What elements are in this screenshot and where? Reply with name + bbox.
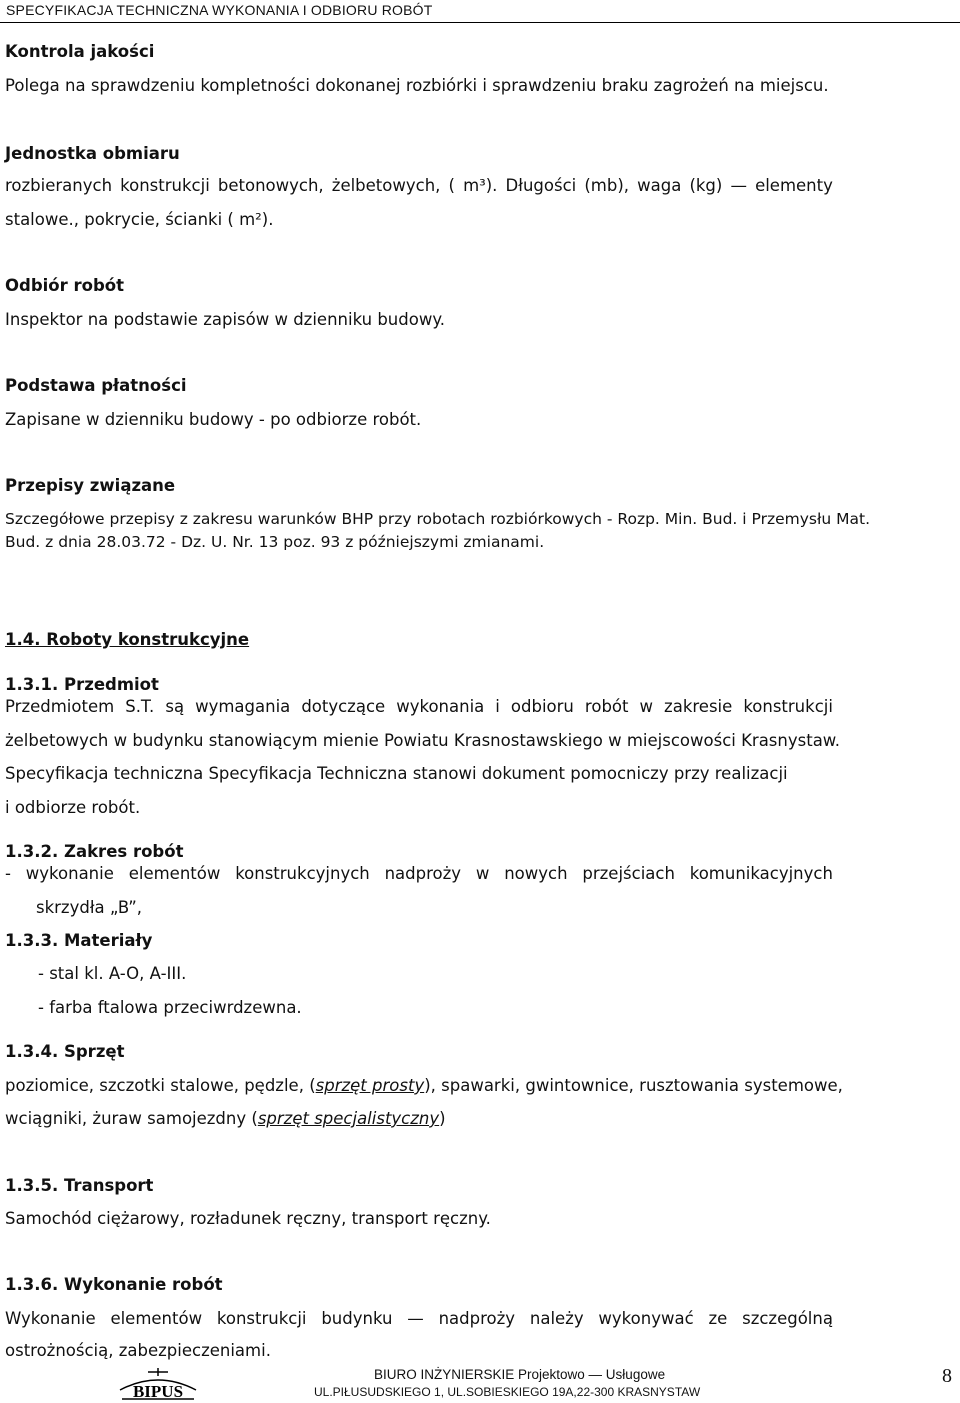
bipus-logo [118,1366,198,1400]
unit-word: konstrukcji [120,176,210,195]
unit-word: (mb), [584,176,630,195]
scope-word: przejściach [582,864,675,883]
materials-item-2: - farba ftalowa przeciwrdzewna. [38,998,302,1017]
subject-word: Przedmiotem [5,697,115,716]
regulations-line-2: Bud. z dnia 28.03.72 - Dz. U. Nr. 13 poz. 93 z późniejszymi zmianami. [5,533,545,551]
equipment-text: ), spawarki, gwintownice, rusztowania systemowe, [424,1076,843,1095]
execution-word: budynku [321,1309,393,1328]
logo-text: BIPUS [132,1382,184,1400]
quality-heading: Kontrola jakości [5,42,155,61]
page-header [0,0,960,23]
unit-word: m³). [463,176,498,195]
unit-word: elementy [755,176,833,195]
footer-address: UL.PIŁUSUDSKIEGO 1, UL.SOBIESKIEGO 19A,22-300 KRASNYSTAW [314,1385,701,1399]
section-heading: 1.4. Roboty konstrukcyjne [5,630,250,649]
unit-word: rozbieranych [5,176,113,195]
subject-line-4: i odbiorze robót. [5,798,141,817]
equipment-line-1 [5,1076,843,1095]
unit-line-2: stalowe., pokrycie, ścianki ( m²). [5,210,274,229]
acceptance-text: Inspektor na podstawie zapisów w dzienniku budowy. [5,310,445,329]
scope-word: konstrukcyjnych [235,864,370,883]
subject-word: wykonania [396,697,485,716]
unit-word: ( [448,176,455,195]
unit-word: żelbetowych, [331,176,441,195]
unit-word: betonowych, [217,176,324,195]
subject-line-2: żelbetowych w budynku stanowiącym mienie Powiatu Krasnostawskiego w miejscowości Krasnystaw. [5,731,841,750]
materials-item-1: - stal kl. A-O, A-III. [38,964,187,983]
acceptance-heading: Odbiór robót [5,276,125,295]
subject-heading: 1.3.1. Przedmiot [5,675,159,694]
payment-heading: Podstawa płatności [5,376,187,395]
execution-word: — [407,1309,424,1328]
subject-word: są [165,697,185,716]
scope-word: wykonanie [25,864,114,883]
page-number: 8 [942,1365,952,1387]
equipment-line-2 [5,1109,446,1128]
scope-word: elementów [128,864,221,883]
scope-heading: 1.3.2. Zakres robót [5,842,184,861]
subject-word: zakresie [664,697,733,716]
subject-word: i [495,697,500,716]
scope-line-1 [5,864,833,883]
unit-word: waga [637,176,682,195]
subject-word: S.T. [125,697,155,716]
execution-word: ze [708,1309,728,1328]
unit-word: — [730,176,747,195]
subject-word: dotyczące [301,697,386,716]
execution-line-2: ostrożnością, zabezpieczeniami. [5,1341,271,1360]
execution-line-1 [5,1309,833,1328]
execution-word: należy [529,1309,584,1328]
subject-word: w [639,697,654,716]
equipment-italic: sprzęt specjalistyczny [257,1109,440,1128]
equipment-text: ) [439,1109,446,1128]
execution-word: Wykonanie [5,1309,96,1328]
scope-word: nadproży [384,864,462,883]
execution-word: szczególną [742,1309,833,1328]
execution-heading: 1.3.6. Wykonanie robót [5,1275,223,1294]
equipment-heading: 1.3.4. Sprzęt [5,1042,125,1061]
scope-line-2: skrzydła „B”, [36,898,143,917]
regulations-line-1: Szczegółowe przepisy z zakresu warunków BHP przy robotach rozbiórkowych - Rozp. Min. Bud. i Przemysłu Mat. [5,510,871,528]
transport-text: Samochód ciężarowy, rozładunek ręczny, transport ręczny. [5,1209,491,1228]
regulations-heading: Przepisy związane [5,476,176,495]
scope-word: - [5,864,11,883]
unit-heading: Jednostka obmiaru [5,144,180,163]
payment-text: Zapisane w dzienniku budowy - po odbiorze robót. [5,410,422,429]
equipment-text: wciągniki, żuraw samojezdny ( [5,1109,258,1128]
unit-word: Długości [505,176,577,195]
execution-word: elementów [110,1309,203,1328]
subject-line-3: Specyfikacja techniczna Specyfikacja Techniczna stanowi dokument pomocniczy przy realizacji [5,764,788,783]
footer-company: BIURO INŻYNIERSKIE Projektowo — Usługowe [374,1367,666,1382]
execution-word: nadproży [438,1309,516,1328]
execution-word: wykonywać [598,1309,694,1328]
subject-word: wymagania [195,697,291,716]
scope-word: nowych [504,864,568,883]
subject-word: robót [584,697,629,716]
quality-text: Polega na sprawdzeniu kompletności dokonanej rozbiórki i sprawdzeniu braku zagrożeń na miejscu. [5,76,829,95]
equipment-italic: sprzęt prosty [315,1076,425,1095]
subject-word: odbioru [510,697,574,716]
equipment-text: poziomice, szczotki stalowe, pędzle, ( [5,1076,316,1095]
header-title: SPECYFIKACJA TECHNICZNA WYKONANIA I ODBIORU ROBÓT [6,2,433,18]
transport-heading: 1.3.5. Transport [5,1176,154,1195]
unit-word: (kg) [689,176,723,195]
execution-word: konstrukcji [216,1309,307,1328]
scope-word: w [475,864,490,883]
unit-line-1 [5,176,833,195]
subject-word: konstrukcji [743,697,833,716]
materials-heading: 1.3.3. Materiały [5,931,153,950]
scope-word: komunikacyjnych [689,864,833,883]
subject-line-1 [5,697,833,716]
